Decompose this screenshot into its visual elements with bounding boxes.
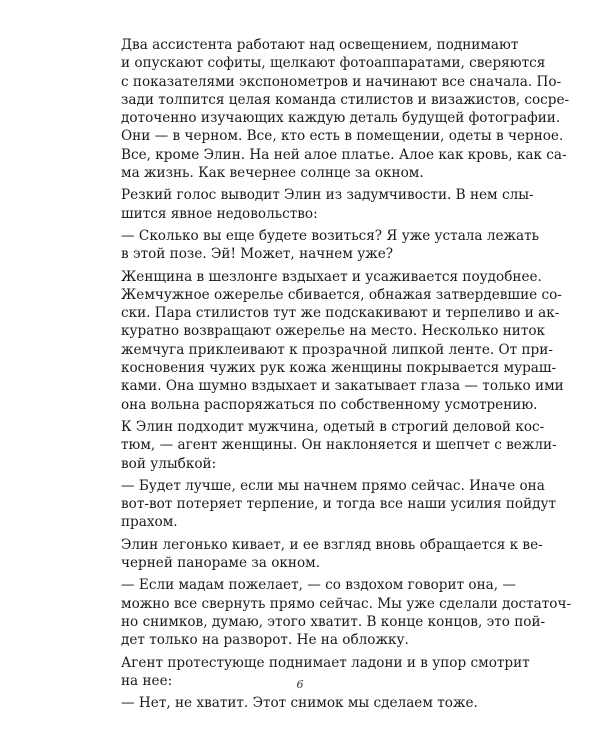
text-line: Агент протестующе поднимает ладони и в упор смотрит	[121, 654, 530, 671]
text-line: дет только на разворот. Не на обложку.	[121, 632, 409, 649]
text-line: — Сколько вы еще будете возиться? Я уже устала лежать	[121, 227, 540, 244]
text-line: Они — в черном. Все, кто есть в помещении, одеты в черное.	[121, 128, 564, 145]
text-line: тюм, — агент женщины. Он наклоняется и шепчет с вежли-	[121, 437, 557, 454]
text-line: Два ассистента работают над освещением, поднимают	[121, 37, 519, 53]
paragraph-4	[105, 268, 564, 414]
text-line: — Будет лучше, если мы начнем прямо сейчас. Иначе она	[121, 477, 545, 494]
text-line: ски. Пара стилистов тут же подскакивают и терпеливо и ак-	[121, 305, 560, 322]
paragraph-10	[105, 694, 493, 712]
text-line: Женщина в шезлонге вздыхает и усаживается поудобнее.	[121, 268, 542, 285]
text-line: с показателями экспонометров и начинают все сначала. По-	[121, 73, 562, 90]
paragraph-8	[105, 576, 572, 649]
page-number: 6	[296, 678, 304, 691]
text-line: — Нет, не хватит. Этот снимок мы сделаем тоже.	[121, 695, 478, 712]
text-line: на нее:	[121, 672, 173, 689]
text-line: Все, кроме Элин. На ней алое платье. Алое как кровь, как са-	[121, 146, 567, 163]
text-line: косновения чужих рук кожа женщины покрывается мураш-	[121, 360, 557, 377]
text-line: черней панораме за окном.	[121, 555, 321, 572]
paragraph-5	[105, 418, 557, 473]
paragraph-6	[105, 477, 557, 532]
text-line: — Если мадам пожелает, — со вздохом говорит она, —	[121, 577, 516, 594]
text-line: вой улыбкой:	[121, 455, 217, 472]
text-line: зади толпится целая команда стилистов и визажистов, сосре-	[121, 91, 570, 108]
text-line: Резкий голос выводит Элин из задумчивости. В нем слы-	[121, 187, 534, 204]
text-line: в этой позе. Эй! Может, начнем уже?	[121, 246, 394, 263]
text-line: шится явное недовольство:	[121, 205, 318, 222]
text-line: но снимков, думаю, этого хватит. В конце концов, это пой-	[121, 613, 546, 630]
text-line: доточенно изучающих каждую деталь будущей фотографии.	[121, 110, 561, 127]
paragraph-2	[105, 186, 534, 223]
text-line: вот-вот потеряет терпение, и тогда все наши усилия пойдут	[121, 496, 557, 513]
text-line: прахом.	[121, 514, 178, 531]
text-line: можно все свернуть прямо сейчас. Мы уже сделали достаточ-	[121, 595, 572, 612]
text-line: и опускают софиты, щелкают фотоаппаратами, сверяются	[121, 55, 546, 72]
text-line: Элин легонько кивает, и ее взгляд вновь обращается к ве-	[121, 536, 543, 553]
text-line: она вольна распоряжаться по собственному усмотрению.	[121, 396, 538, 413]
text-line: жемчуга приклеивают к прозрачной липкой ленте. От при-	[121, 341, 553, 358]
text-line: ками. Она шумно вздыхает и закатывает глаза — только ими	[121, 378, 564, 395]
text-line: куратно возвращают ожерелье на место. Несколько ниток	[121, 323, 546, 340]
text-line: К Элин подходит мужчина, одетый в строгий деловой кос-	[121, 418, 545, 435]
paragraph-3	[105, 227, 540, 264]
text-line: ма жизнь. Как вечернее солнце за окном.	[121, 165, 424, 182]
text-line: Жемчужное ожерелье сбивается, обнажая затвердевшие со-	[121, 286, 562, 303]
page-body	[105, 36, 572, 716]
paragraph-7	[105, 536, 543, 573]
paragraph-1	[105, 36, 570, 182]
